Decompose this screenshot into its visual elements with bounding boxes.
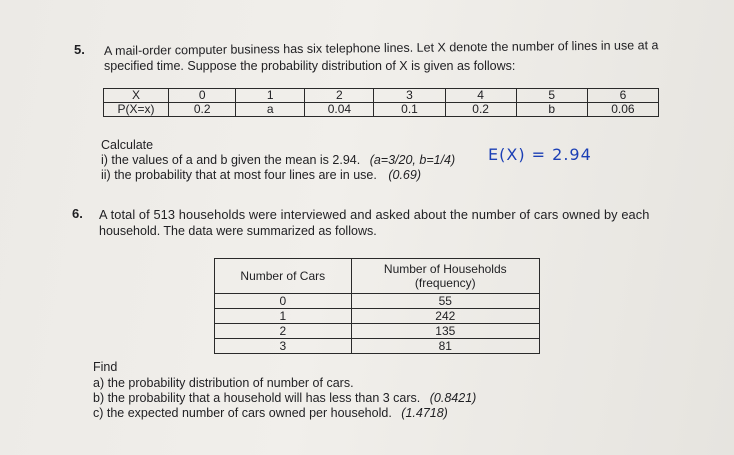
cars-cell: 2 [215, 324, 352, 339]
cars-cell: 0 [215, 294, 352, 309]
table-cell: 1 [236, 89, 305, 103]
table-cell: b [516, 103, 587, 117]
part-i-answer: (a=3/20, b=1/4) [369, 153, 456, 167]
header-number-of-cars: Number of Cars [215, 259, 352, 294]
table-cell: 0.06 [587, 103, 658, 117]
table-cell: 0 [169, 89, 236, 103]
table-row-x [104, 89, 659, 103]
part-ii-question: ii) the probability that at most four lines are in use. [101, 168, 377, 182]
table-row [215, 294, 540, 309]
part-ii-answer: (0.69) [388, 168, 421, 182]
table-cell: 5 [516, 89, 587, 103]
households-cell: 135 [351, 324, 539, 339]
part-b-answer: (0.8421) [429, 391, 477, 405]
table-cell: 3 [374, 89, 445, 103]
households-cell: 81 [351, 339, 539, 354]
table-cell: 2 [305, 89, 374, 103]
find-heading: Find [93, 360, 118, 374]
cars-cell: 3 [215, 339, 352, 354]
table-cell: 0.1 [374, 103, 445, 117]
question-5-line-1: A mail-order computer business has six telephone lines. Let X denote the number of lines in use at a [103, 38, 659, 58]
question-5-number: 5. [74, 42, 85, 57]
table-cell: 0.2 [445, 103, 516, 117]
question-5-line-2: specified time. Suppose the probability distribution of X is given as follows: [104, 59, 516, 73]
part-c-text [93, 406, 448, 420]
question-6-line-2: household. The data were summarized as follows. [99, 224, 377, 238]
part-ii-text [101, 168, 421, 182]
households-table [214, 258, 540, 354]
table-cell: 0.2 [169, 103, 236, 117]
table-cell: X [104, 89, 169, 103]
header-households-line-2: (frequency) [414, 276, 476, 290]
table-row [215, 309, 540, 324]
part-b-text [93, 391, 476, 405]
table-cell: P(X=x) [104, 103, 169, 117]
table-row-probability [104, 103, 659, 117]
table-header-row [215, 259, 540, 294]
part-c-answer: (1.4718) [401, 406, 448, 420]
table-row [215, 324, 540, 339]
table-cell: 6 [587, 89, 658, 103]
table-cell: 4 [445, 89, 516, 103]
calculate-heading: Calculate [101, 138, 154, 152]
header-number-of-households [351, 259, 539, 294]
part-i-question: i) the values of a and b given the mean is 2.94. [101, 153, 361, 167]
households-cell: 242 [351, 309, 539, 324]
handwritten-note: E(X) = 2.94 [488, 145, 592, 164]
part-a-text: a) the probability distribution of number of cars. [93, 376, 354, 390]
table-row [215, 339, 540, 354]
cars-cell: 1 [215, 309, 352, 324]
question-6-line-1: A total of 513 households were interviewed and asked about the number of cars owned by each [99, 207, 650, 222]
question-6-number: 6. [72, 206, 83, 221]
part-i-text [101, 153, 455, 167]
probability-distribution-table [103, 88, 659, 117]
table-cell: 0.04 [305, 103, 374, 117]
table-cell: a [236, 103, 305, 117]
part-b-question: b) the probability that a household will has less than 3 cars. [93, 391, 421, 405]
households-cell: 55 [351, 294, 539, 309]
part-c-question: c) the expected number of cars owned per household. [93, 406, 392, 420]
header-households-line-1: Number of Households [383, 262, 507, 276]
